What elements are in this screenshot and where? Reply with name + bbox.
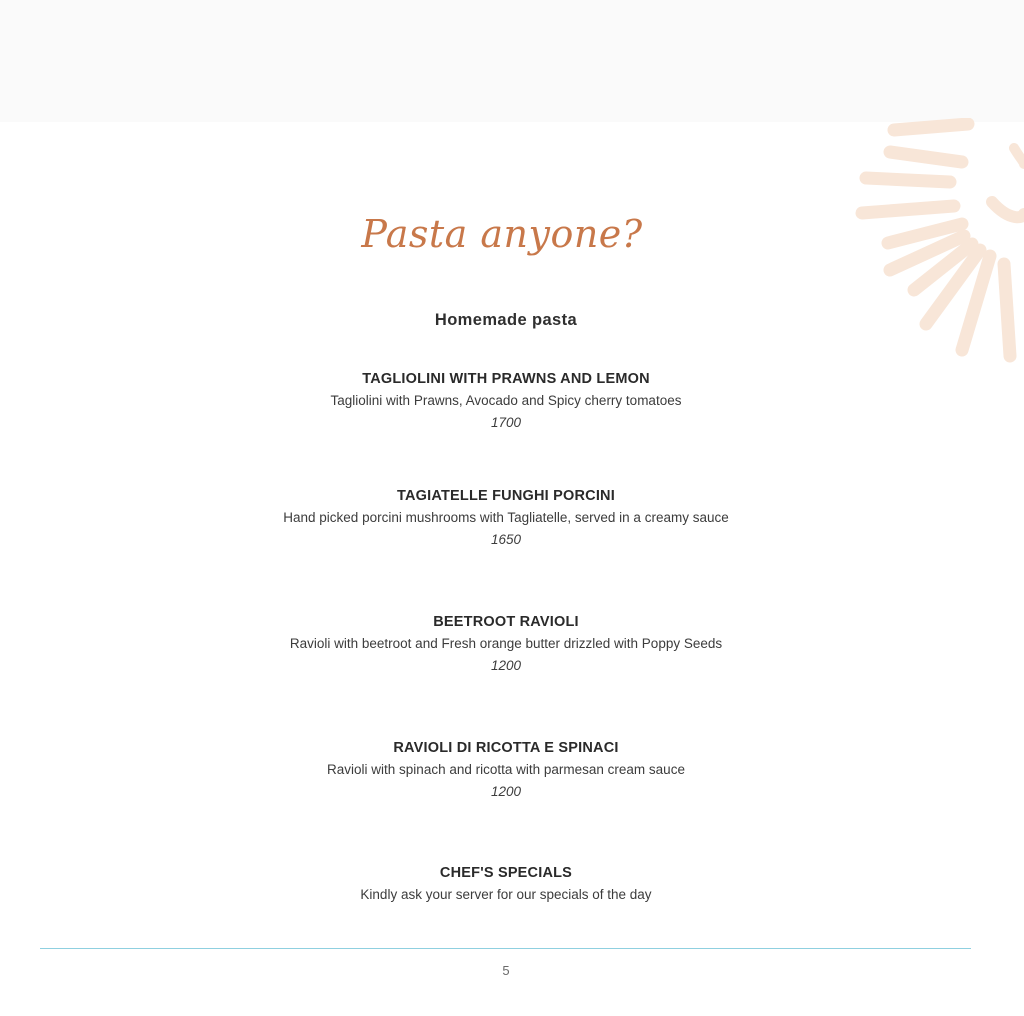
specials-item	[0, 862, 1012, 906]
menu-item	[0, 611, 1012, 677]
menu-item-price: 1700	[490, 415, 522, 430]
menu-item-description: Hand picked porcini mushrooms with Tagliatelle, served in a creamy sauce	[283, 510, 729, 525]
section-heading: Homemade pasta	[434, 311, 578, 329]
menu-item	[0, 485, 1012, 551]
top-band	[0, 0, 1024, 122]
menu-item	[0, 368, 1012, 434]
menu-item-name: TAGIATELLE FUNGHI PORCINI	[397, 488, 615, 504]
specials-name: CHEF'S SPECIALS	[439, 865, 573, 881]
menu-item-price: 1650	[490, 532, 522, 547]
menu-item-name: BEETROOT RAVIOLI	[433, 614, 579, 630]
specials-description: Kindly ask your server for our specials of the day	[360, 887, 652, 902]
menu-item-price: 1200	[490, 658, 522, 673]
menu-item-price: 1200	[490, 784, 522, 799]
page-title: Pasta anyone?	[361, 212, 643, 256]
menu-item-description: Ravioli with beetroot and Fresh orange butter drizzled with Poppy Seeds	[289, 636, 723, 651]
menu-item	[0, 737, 1012, 803]
footer-divider	[40, 948, 971, 949]
menu-item-description: Ravioli with spinach and ricotta with parmesan cream sauce	[327, 762, 685, 777]
menu-item-name: RAVIOLI DI RICOTTA E SPINACI	[393, 740, 619, 756]
menu-item-description: Tagliolini with Prawns, Avocado and Spicy cherry tomatoes	[330, 393, 682, 408]
page-number: 5	[502, 963, 510, 978]
menu-item-name: TAGLIOLINI WITH PRAWNS AND LEMON	[362, 371, 650, 387]
